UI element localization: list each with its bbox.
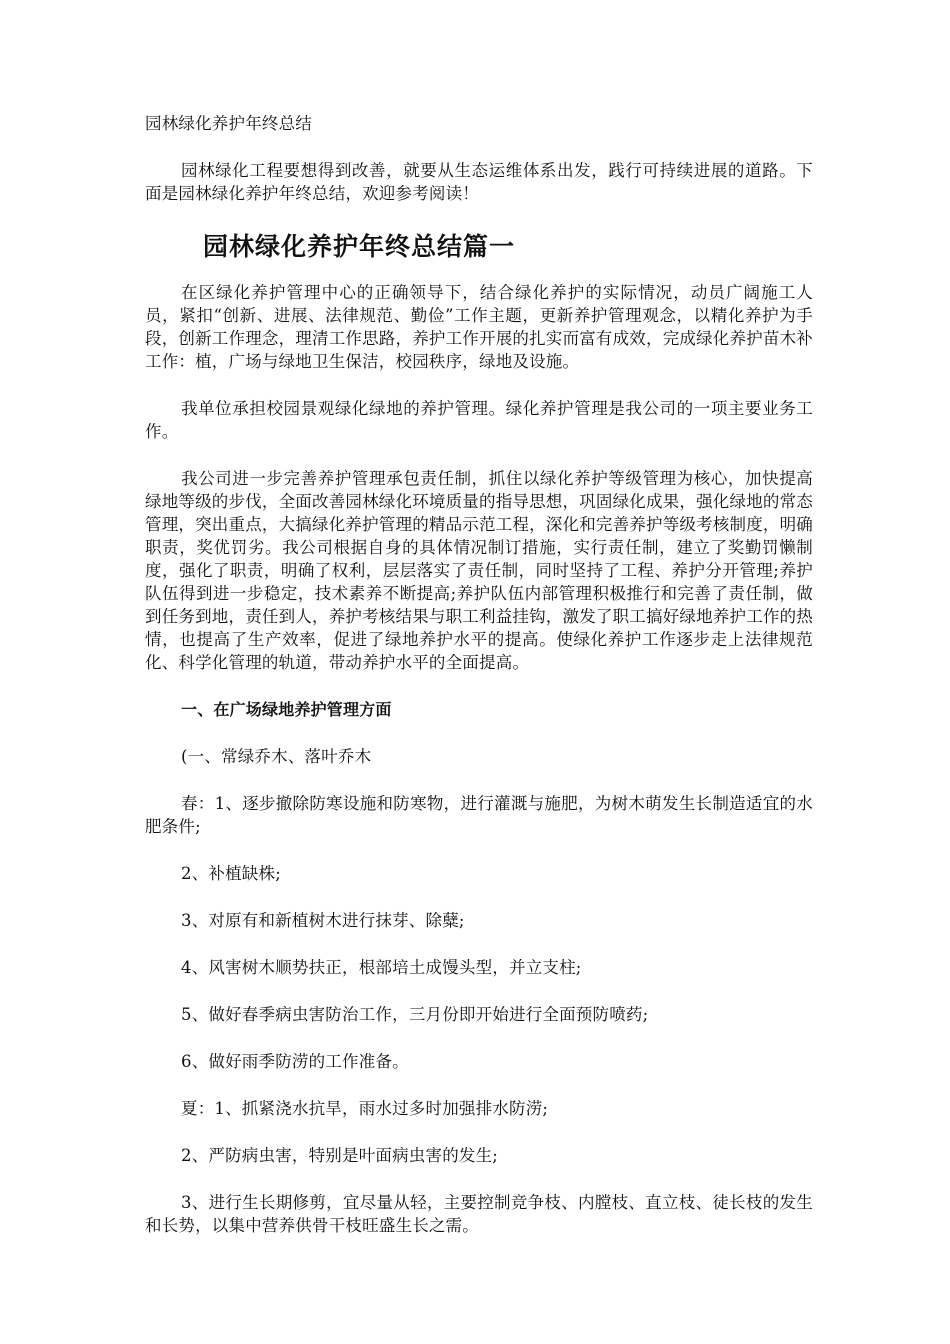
list-item: 春：1、逐步撤除防寒设施和防寒物，进行灌溉与施肥，为树木萌发生长制造适宜的水肥条件; [145,794,813,836]
list-item: 3、进行生长期修剪，宜尽量从轻，主要控制竞争枝、内膛枝、直立枝、徒长枝的发生和长势，以集中营养供骨干枝旺盛生长之需。 [145,1193,813,1235]
list-item: 3、对原有和新植树木进行抹芽、除糵; [181,911,465,930]
list-item: 6、做好雨季防涝的工作准备。 [181,1052,409,1071]
subsection-1-title: (一、常绿乔木、落叶乔木 [181,747,372,766]
list-item: 2、补植缺株; [181,864,281,883]
intro-paragraph: 园林绿化工程要想得到改善，就要从生态运维体系出发，践行可持续进展的道路。下面是园林绿化养护年终总结，欢迎参考阅读！ [145,161,813,203]
body-paragraph-1: 在区绿化养护管理中心的正确领导下，结合绿化养护的实际情况，动员广阔施工人员，紧扣“创新、进展、法律规范、勤俭”工作主题，更新养护管理观念，以精化养护为手段，创新工作理念，理清工作思路，养护工作开展的扎实而富有成效，完成绿化养护苗木补工作：植，广场与绿地卫生保洁，校园秩序，绿地及设施。 [145,283,813,371]
list-item: 4、风害树木顺势扶正，根部培土成馒头型，并立支柱; [181,958,582,977]
section-heading: 园林绿化养护年终总结篇一 [203,232,516,261]
document-title: 园林绿化养护年终总结 [145,114,312,133]
body-paragraph-3: 我公司进一步完善养护管理承包责任制，抓住以绿化养护等级管理为核心，加快提高绿地等级的步伐，全面改善园林绿化环境质量的指导思想，巩固绿化成果，强化绿地的常态管理，突出重点，大搞绿化养护管理的精品示范工程，深化和完善养护等级考核制度，明确职责，奖优罚劣。我公司根据自身的具体情况制订措施，实行责任制，建立了奖勤罚懒制度，强化了职责，明确了权利，层层落实了责任制，同时坚持了工程、养护分开管理;养护队伍得到进一步稳定，技术素养不断提高;养护队伍内部管理积极推行和完善了责任制，做到任务到地，责任到人，养护考核结果与职工利益挂钩，激发了职工搞好绿地养护工作的热情，也提高了生产效率，促进了绿地养护水平的提高。使绿化养护工作逐步走上法律规范化、科学化管理的轨道，带动养护水平的全面提高。 [145,469,813,672]
document-page [145,112,813,1261]
list-item: 2、严防病虫害，特别是叶面病虫害的发生; [181,1146,499,1165]
body-paragraph-2: 我单位承担校园景观绿化绿地的养护管理。绿化养护管理是我公司的一项主要业务工作。 [145,399,813,441]
list-item: 5、做好春季病虫害防治工作，三月份即开始进行全面预防喷药; [181,1005,649,1024]
list-item: 夏：1、抓紧浇水抗旱，雨水过多时加强排水防涝; [181,1099,549,1118]
section-1-title: 一、在广场绿地养护管理方面 [181,700,392,719]
